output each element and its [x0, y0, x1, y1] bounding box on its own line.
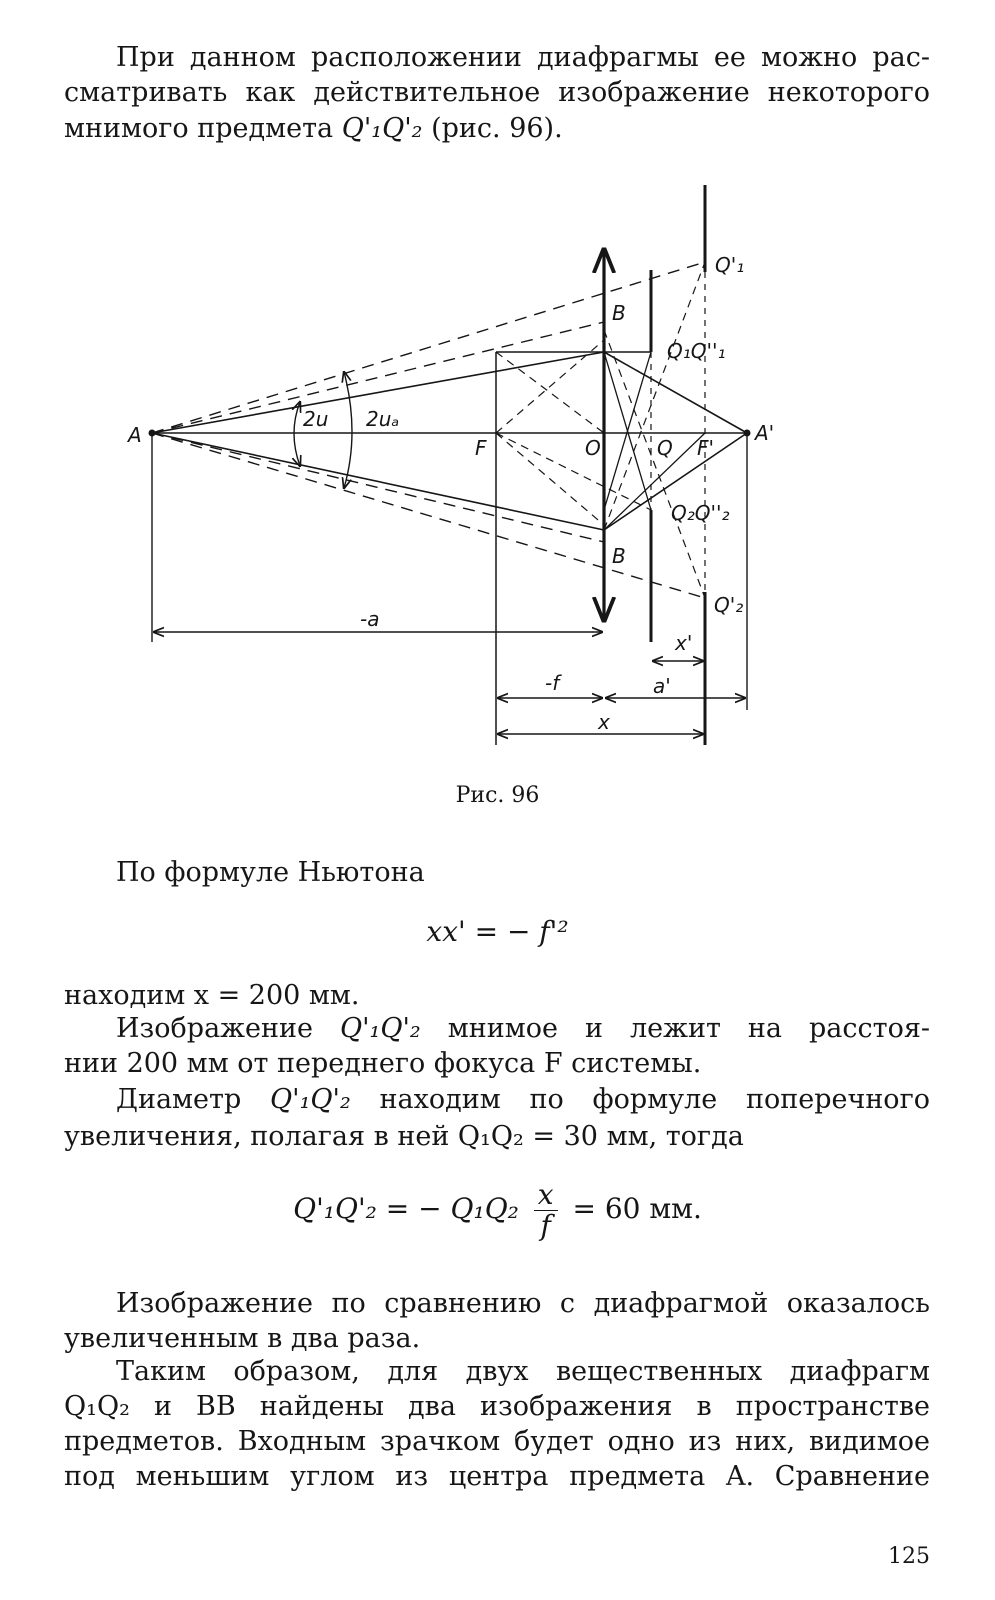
text: мнимое и лежит на расстоя- [447, 1013, 930, 1044]
dashed-ray-b-bottom [152, 433, 604, 542]
para-final-line-1: Таким образом, для двух вещественных диафрагм [116, 1356, 930, 1387]
label-dim-x-prime: x' [675, 631, 693, 655]
formula-rhs: = 60 мм. [572, 1192, 702, 1225]
para-final-line-3: предметов. Входным зрачком будет одно из них, видимое [64, 1426, 930, 1457]
figure-reference: (рис. 96). [431, 113, 563, 144]
fraction-x-over-f [534, 1180, 558, 1241]
label-f: F [475, 436, 487, 460]
label-dim-minus-f: -f [545, 671, 560, 695]
ray-upper-out [604, 352, 747, 433]
optical-diagram [0, 180, 995, 780]
text: находим по формуле поперечного [379, 1084, 930, 1115]
dashed-cross-3 [496, 352, 604, 433]
magnification-formula [0, 1180, 995, 1241]
paragraph-top-line-2: сматривать как действительное изображение некоторого [64, 77, 930, 108]
para-enlarged-line-2: увеличенным в два раза. [64, 1323, 421, 1354]
text: мнимого предмета [64, 113, 334, 144]
label-o: O [585, 436, 601, 460]
para-enlarged-line-1: Изображение по сравнению с диафрагмой оказалось [116, 1288, 930, 1319]
label-b-bottom: B [612, 544, 626, 568]
para-diameter-line-1 [64, 1082, 930, 1117]
paragraph-top-line-3 [64, 111, 930, 146]
formula-q1q2-prime: Q'₁Q'₂ [270, 1084, 351, 1115]
text: Диаметр [116, 1084, 242, 1115]
label-dim-a-prime: a' [653, 674, 671, 698]
newton-intro: По формуле Ньютона [116, 857, 425, 888]
fraction-numerator: x [534, 1180, 558, 1211]
label-a-prime: A' [755, 421, 775, 445]
dashed-f-top [496, 340, 604, 433]
newton-formula: xx' = − f'² [426, 915, 569, 948]
label-dim-minus-a: -a [360, 607, 380, 631]
angle-2ua-arc [344, 372, 352, 488]
fraction-denominator: f [540, 1209, 551, 1242]
para-diameter-line-2: увеличения, полагая в ней Q₁Q₂ = 30 мм, тогда [64, 1121, 744, 1152]
dashed-ray-to-q1-prime [152, 262, 705, 433]
label-q1-prime: Q'₁ [715, 253, 745, 277]
label-q2-q2pp: Q₂Q''₂ [671, 501, 730, 525]
para-final-line-4: под меньшим углом из центра предмета A. Сравнение [64, 1461, 930, 1492]
label-b-top: B [612, 301, 626, 325]
page-number: 125 [888, 1544, 930, 1569]
label-q2-prime: Q'₂ [714, 593, 744, 617]
paragraph-top-line-1: При данном расположении диафрагмы ее можно рас- [116, 42, 930, 73]
para-image-line-2: нии 200 мм от переднего фокуса F системы. [64, 1048, 702, 1079]
angle-2u-arc [294, 402, 300, 466]
formula-q1q2-prime: Q'₁Q'₂ [339, 1013, 421, 1044]
formula-lhs: Q'₁Q'₂ = − Q₁Q₂ [293, 1192, 519, 1225]
label-f-prime: F' [697, 436, 715, 460]
label-angle-2u: 2u [303, 407, 329, 431]
label-dim-x: x [598, 710, 610, 734]
formula-q1q2-prime: Q'₁Q'₂ [341, 113, 423, 144]
label-q1-q1pp: Q₁Q''₁ [667, 339, 726, 363]
label-q: Q [657, 436, 673, 460]
para-image-line-1 [64, 1011, 930, 1046]
para-final-line-2: Q₁Q₂ и BB найдены два изображения в пространстве [64, 1391, 930, 1422]
label-a: A [128, 423, 142, 447]
dashed-ray-to-q2-prime [152, 433, 705, 598]
label-angle-2ua: 2uₐ [366, 407, 400, 431]
figure-caption: Рис. 96 [455, 783, 540, 808]
result-x: находим x = 200 мм. [64, 980, 360, 1011]
text: Изображение [116, 1013, 313, 1044]
ray-lower [152, 433, 604, 530]
